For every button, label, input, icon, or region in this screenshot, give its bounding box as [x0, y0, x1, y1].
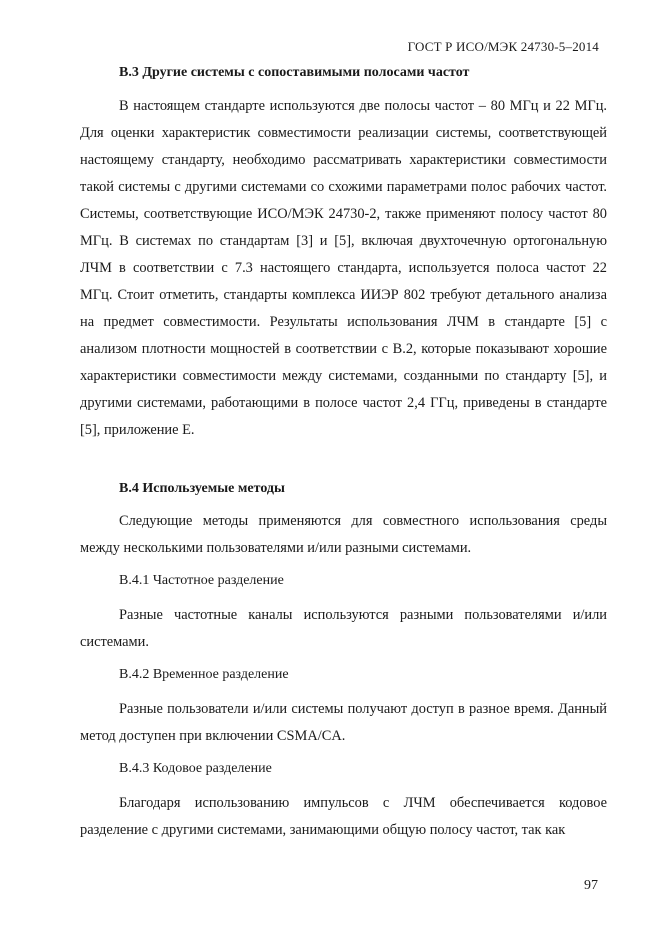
subsection-b43-paragraph: Благодаря использованию импульсов с ЛЧМ обеспечивается кодовое разделение с другими системами, занимающими общую полосу частот, так как: [80, 795, 607, 838]
subsection-b43-title: В.4.3 Кодовое разделение: [119, 761, 272, 776]
subsection-b42-paragraph: Разные пользователи и/или системы получают доступ в разное время. Данный метод доступен при включении CSMA/CA.: [80, 701, 607, 744]
section-b3-title: В.3 Другие системы с сопоставимыми полосами частот: [119, 65, 470, 80]
document-header: ГОСТ Р ИСО/МЭК 24730-5–2014: [407, 39, 599, 54]
subsection-b41-title: В.4.1 Частотное разделение: [119, 573, 284, 588]
subsection-b42-title: В.4.2 Временное разделение: [119, 667, 289, 682]
page-number: 97: [584, 878, 598, 893]
subsection-b41-paragraph: Разные частотные каналы используются разными пользователями и/или системами.: [80, 607, 607, 650]
section-b4-paragraph: Следующие методы применяются для совместного использования среды между несколькими пользователями и/или разными системами.: [80, 513, 607, 556]
section-b3-paragraph: В настоящем стандарте используются две полосы частот – 80 МГц и 22 МГц. Для оценки характеристик совместимости реализации системы, соответствующей настоящему стандарту, необходимо рассматривать характеристики совместимости такой системы с другими системами со схожими параметрами полос рабочих частот. Системы, соответствующие ИСО/МЭК 24730-2, также применяют полосу частот 80 МГц. В системах по стандартам [3] и [5], включая двухточечную ортогональную ЛЧМ в соответствии с 7.3 настоящего стандарта, используется полоса частот 22 МГц. Стоит отметить, стандарты комплекса ИИЭР 802 требуют детального анализа на предмет совместимости. Результаты использования ЛЧМ в стандарте [5] с анализом плотности мощностей в соответствии с В.2, которые показывают хорошие характеристики совместимости между системами, созданными по стандарту [5], и другими системами, работающими в полосе частот 2,4 ГГц, приведены в стандарте [5], приложение Е.: [80, 98, 607, 438]
section-b4-title: В.4 Используемые методы: [119, 481, 285, 496]
